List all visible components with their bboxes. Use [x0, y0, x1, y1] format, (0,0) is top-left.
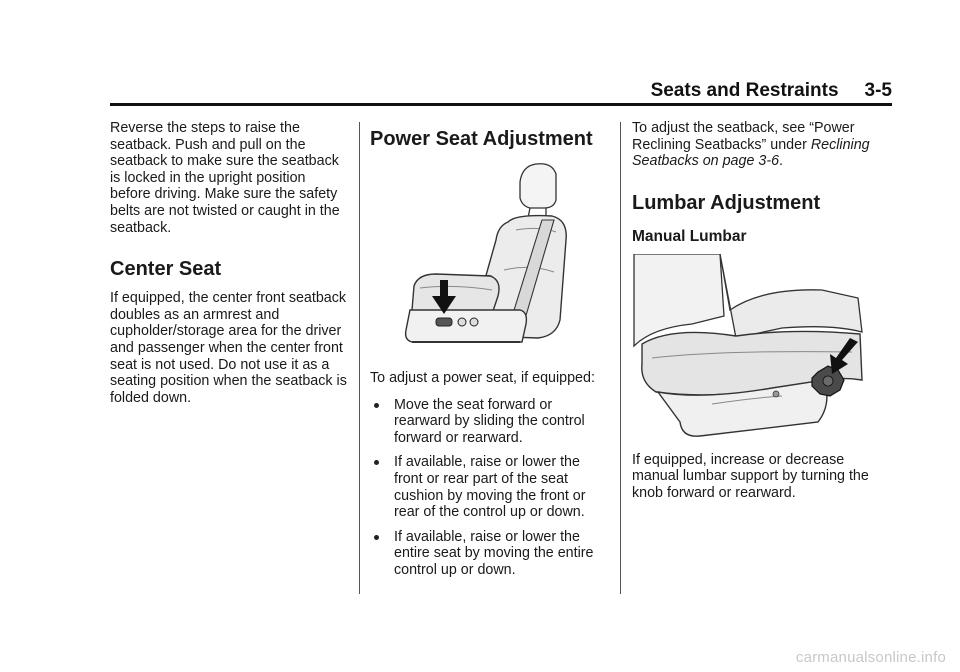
page-header — [651, 80, 892, 102]
watermark: carmanualsonline.info — [795, 649, 946, 666]
bullet-icon — [374, 403, 379, 408]
lumbar-paragraph: If equipped, increase or decrease manual lumbar support by turning the knob forward or rearward. — [632, 451, 869, 501]
list-item — [370, 454, 608, 520]
column-divider — [620, 122, 621, 594]
page-number: 3-5 — [864, 80, 892, 101]
column-left — [110, 120, 350, 406]
seatback-raise-paragraph: Reverse the steps to raise the seatback. Push and pull on the seatback to make sure the seatback is locked in the upright position before driving. Make sure the safety belts are not twisted or caught in the seatback. — [110, 120, 340, 236]
power-seat-bullet-list — [370, 397, 608, 579]
lumbar-knob-illustration — [632, 254, 872, 440]
center-seat-paragraph: If equipped, the center front seatback doubles as an armrest and cupholder/storage area for the driver and passenger when the center front seat is not used. Do not use it as a seating position when the seatback is folded down. — [110, 290, 347, 406]
lumbar-heading: Lumbar Adjustment — [632, 191, 821, 214]
power-seat-lead: To adjust a power seat, if equipped: — [370, 370, 595, 386]
reference-lead-text: To adjust the seatback, see “Power Reclining Seatbacks” under — [632, 120, 855, 153]
bullet-icon — [374, 535, 379, 540]
list-item-text: If available, raise or lower the entire seat by moving the entire control up or down. — [394, 528, 594, 578]
column-divider — [359, 122, 360, 594]
center-seat-heading: Center Seat — [110, 258, 222, 281]
column-right — [632, 120, 872, 502]
page-reference-link[interactable]: Reclining Seatbacks on page 3-6 — [632, 136, 870, 170]
list-item — [370, 529, 608, 579]
bullet-icon — [374, 460, 379, 465]
reference-end-text: . — [779, 153, 784, 170]
power-seat-heading: Power Seat Adjustment — [370, 128, 593, 150]
seatback-reference-paragraph — [632, 120, 872, 170]
header-rule — [110, 103, 892, 106]
list-item — [370, 397, 608, 447]
list-item-text: If available, raise or lower the front or rear part of the seat cushion by moving the front or rear of the control up or down. — [394, 454, 586, 521]
section-title: Seats and Restraints — [650, 80, 839, 101]
manual-lumbar-subheading: Manual Lumbar — [632, 227, 747, 245]
list-item-text: Move the seat forward or rearward by sliding the control forward or rearward. — [394, 396, 585, 446]
column-middle — [370, 120, 608, 587]
power-seat-illustration — [370, 160, 608, 360]
